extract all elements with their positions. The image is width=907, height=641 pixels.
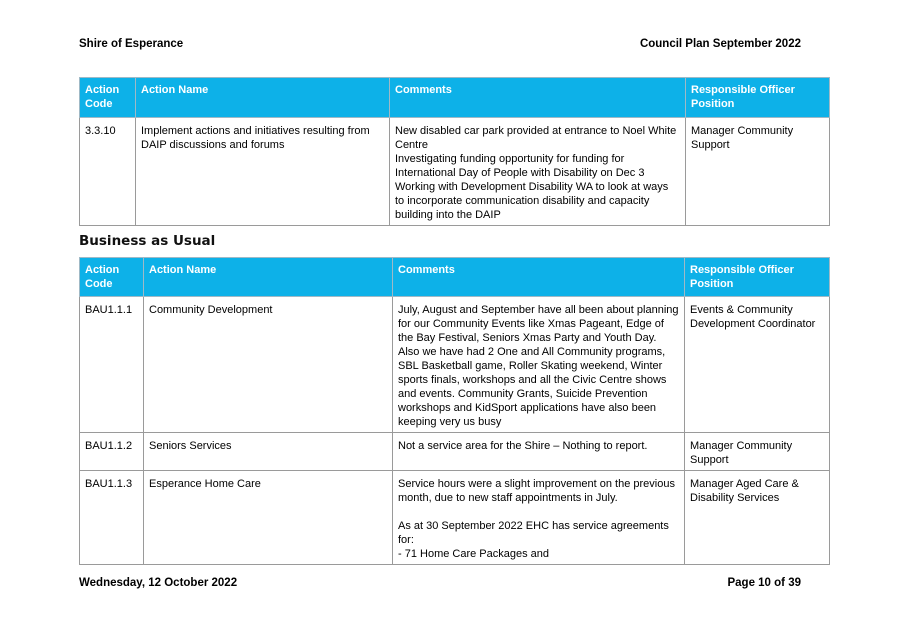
cell-action-code: BAU1.1.1 [80,297,144,433]
cell-responsible-officer: Events & Community Development Coordinator [685,297,830,433]
column-header-responsible-officer: Responsible Officer Position [686,78,830,118]
cell-comments: Service hours were a slight improvement on the previous month, due to new staff appointments in July. As at 30 September 2022 EHC has service agreements for: - 71 Home Care Packages and [393,471,685,565]
table-row [80,471,830,565]
cell-comments: July, August and September have all been about planning for our Community Events like Xmas Pageant, Edge of the Bay Festival, Seniors Xmas Party and Youth Day. Also we have had 2 One and All Community programs, SBL Basketball game, Roller Skating weekend, Winter sports finals, workshops and all the Civic Centre shows and events. Community Grants, Suicide Prevention workshops and KidSport applications have also been keeping very us busy [393,297,685,433]
column-header-action-name: Action Name [144,258,393,297]
action-table-1 [79,77,830,226]
column-header-comments: Comments [390,78,686,118]
document-header-title: Shire of Esperance [79,38,184,50]
column-header-action-name: Action Name [136,78,390,118]
footer-page-number: Page 10 of 39 [727,577,801,589]
cell-action-code: 3.3.10 [80,118,136,226]
column-header-responsible-officer: Responsible Officer Position [685,258,830,297]
cell-responsible-officer: Manager Community Support [685,433,830,471]
column-header-comments: Comments [393,258,685,297]
table-header-row [80,78,830,118]
cell-comments: Not a service area for the Shire – Nothing to report. [393,433,685,471]
cell-action-name: Esperance Home Care [144,471,393,565]
cell-action-code: BAU1.1.2 [80,433,144,471]
cell-action-code: BAU1.1.3 [80,471,144,565]
footer-date: Wednesday, 12 October 2022 [79,577,238,589]
cell-action-name: Seniors Services [144,433,393,471]
cell-action-name: Implement actions and initiatives resulting from DAIP discussions and forums [136,118,390,226]
table-row [80,297,830,433]
column-header-action-code: Action Code [80,258,144,297]
cell-responsible-officer: Manager Aged Care & Disability Services [685,471,830,565]
document-header-plan: Council Plan September 2022 [639,38,801,50]
action-table-2 [79,257,830,565]
cell-action-name: Community Development [144,297,393,433]
table-row [80,118,830,226]
table-row [80,433,830,471]
table-header-row [80,258,830,297]
cell-responsible-officer: Manager Community Support [686,118,830,226]
section-heading: Business as Usual [79,233,216,249]
cell-comments: New disabled car park provided at entrance to Noel White Centre Investigating funding opportunity for funding for International Day of People with Disability on Dec 3 Working with Development Disability WA to look at ways to incorporate communication disability and capacity building into the DAIP [390,118,686,226]
column-header-action-code: Action Code [80,78,136,118]
